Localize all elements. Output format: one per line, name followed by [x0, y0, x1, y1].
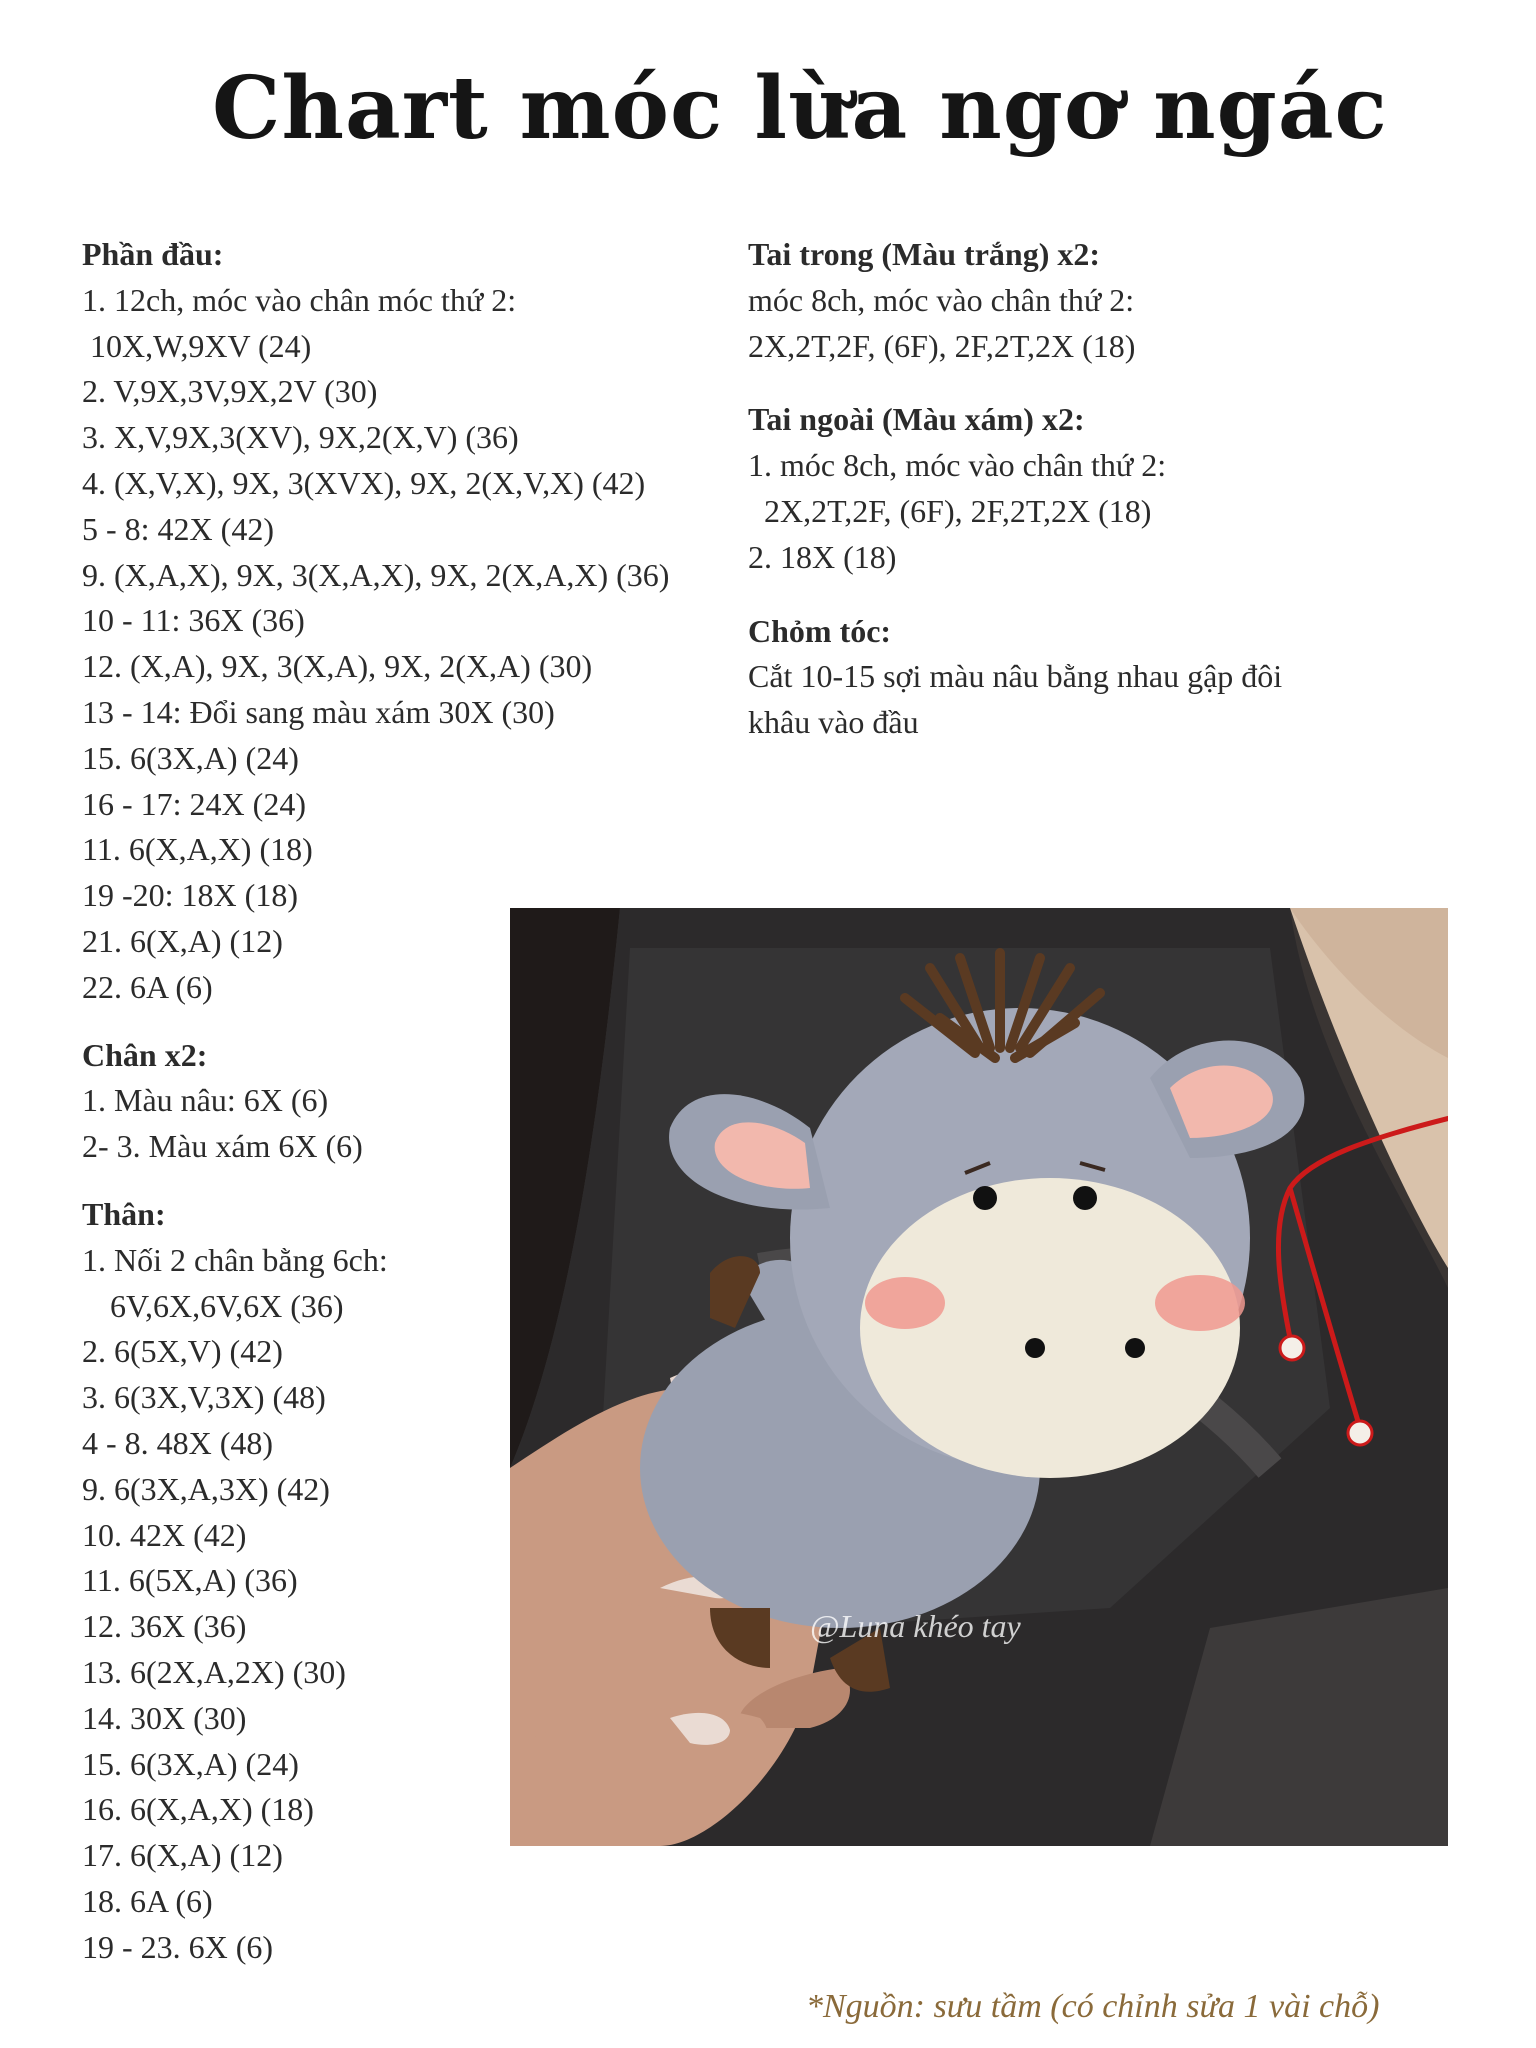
- section-heading-inner-ear: Tai trong (Màu trắng) x2:: [748, 236, 1100, 272]
- instruction-row: 18. 6A (6): [82, 1882, 213, 1919]
- instruction-row: móc 8ch, móc vào chân thứ 2:: [748, 281, 1135, 318]
- page-title: Chart móc lừa ngơ ngác: [212, 58, 1388, 159]
- instruction-row: 9. 6(3X,A,3X) (42): [82, 1470, 330, 1507]
- section-heading-body: Thân:: [82, 1195, 166, 1232]
- instruction-row: 15. 6(3X,A) (24): [82, 739, 299, 776]
- instruction-row: 9. (X,A,X), 9X, 3(X,A,X), 9X, 2(X,A,X) (36): [82, 556, 670, 593]
- instruction-row: 1. móc 8ch, móc vào chân thứ 2:: [748, 447, 1167, 484]
- instruction-row: 11. 6(X,A,X) (18): [82, 831, 313, 868]
- instruction-row: 1. Màu nâu: 6X (6): [82, 1082, 329, 1119]
- instruction-row: 13 - 14: Đổi sang màu xám 30X (30): [82, 693, 555, 730]
- instruction-row: 3. 6(3X,V,3X) (48): [82, 1379, 326, 1416]
- instruction-row: khâu vào đầu: [748, 704, 919, 741]
- instruction-row: 21. 6(X,A) (12): [82, 922, 283, 959]
- instruction-row: 1. Nối 2 chân bằng 6ch:: [82, 1241, 388, 1278]
- instruction-row: 6V,6X,6V,6X (36): [110, 1287, 344, 1324]
- instruction-row: 14. 30X (30): [82, 1699, 247, 1736]
- instruction-row: 5 - 8: 42X (42): [82, 510, 274, 547]
- instruction-row: 19 - 23. 6X (6): [82, 1928, 274, 1965]
- instruction-row: 11. 6(5X,A) (36): [82, 1562, 298, 1599]
- instruction-row: 16. 6(X,A,X) (18): [82, 1791, 314, 1828]
- instruction-row: 15. 6(3X,A) (24): [82, 1745, 299, 1782]
- source-note: *Nguồn: sưu tầm (có chỉnh sửa 1 vài chỗ): [806, 1988, 1380, 2025]
- instruction-row: 2- 3. Màu xám 6X (6): [82, 1128, 363, 1165]
- instruction-row: 2. V,9X,3V,9X,2V (30): [82, 373, 378, 410]
- instruction-row: 22. 6A (6): [82, 968, 213, 1005]
- instruction-row: 1. 12ch, móc vào chân móc thứ 2:: [82, 281, 517, 318]
- instruction-row: 10X,W,9XV (24): [90, 327, 312, 364]
- instruction-row: 17. 6(X,A) (12): [82, 1837, 283, 1874]
- instruction-row: Cắt 10-15 sợi màu nâu bằng nhau gập đôi: [748, 658, 1283, 695]
- instruction-row: 4. (X,V,X), 9X, 3(XVX), 9X, 2(X,V,X) (42): [82, 464, 646, 501]
- instruction-row: 2X,2T,2F, (6F), 2F,2T,2X (18): [748, 327, 1136, 364]
- instruction-row: 16 - 17: 24X (24): [82, 785, 306, 822]
- section-heading-legs: Chân x2:: [82, 1036, 208, 1073]
- section-heading-outer-ear: Tai ngoài (Màu xám) x2:: [748, 401, 1085, 438]
- section-heading-hair: Chỏm tóc:: [748, 612, 892, 649]
- instruction-row: 10. 42X (42): [82, 1516, 247, 1553]
- donkey-photo: [510, 908, 1448, 1846]
- instruction-row: 13. 6(2X,A,2X) (30): [82, 1653, 346, 1690]
- instruction-row: 2X,2T,2F, (6F), 2F,2T,2X (18): [764, 492, 1152, 529]
- right-column: [748, 232, 1448, 746]
- photo-watermark: @Luna khéo tay: [810, 1608, 1021, 1644]
- instruction-row: 12. 36X (36): [82, 1608, 247, 1645]
- instruction-row: 12. (X,A), 9X, 3(X,A), 9X, 2(X,A) (30): [82, 648, 593, 685]
- instruction-row: 4 - 8. 48X (48): [82, 1424, 274, 1461]
- instruction-row: 19 -20: 18X (18): [82, 877, 298, 914]
- instruction-row: 2. 18X (18): [748, 538, 897, 575]
- instruction-row: 3. X,V,9X,3(XV), 9X,2(X,V) (36): [82, 419, 519, 456]
- instruction-row: 2. 6(5X,V) (42): [82, 1333, 283, 1370]
- section-heading-head: Phần đầu:: [82, 236, 224, 272]
- instruction-row: 10 - 11: 36X (36): [82, 602, 305, 639]
